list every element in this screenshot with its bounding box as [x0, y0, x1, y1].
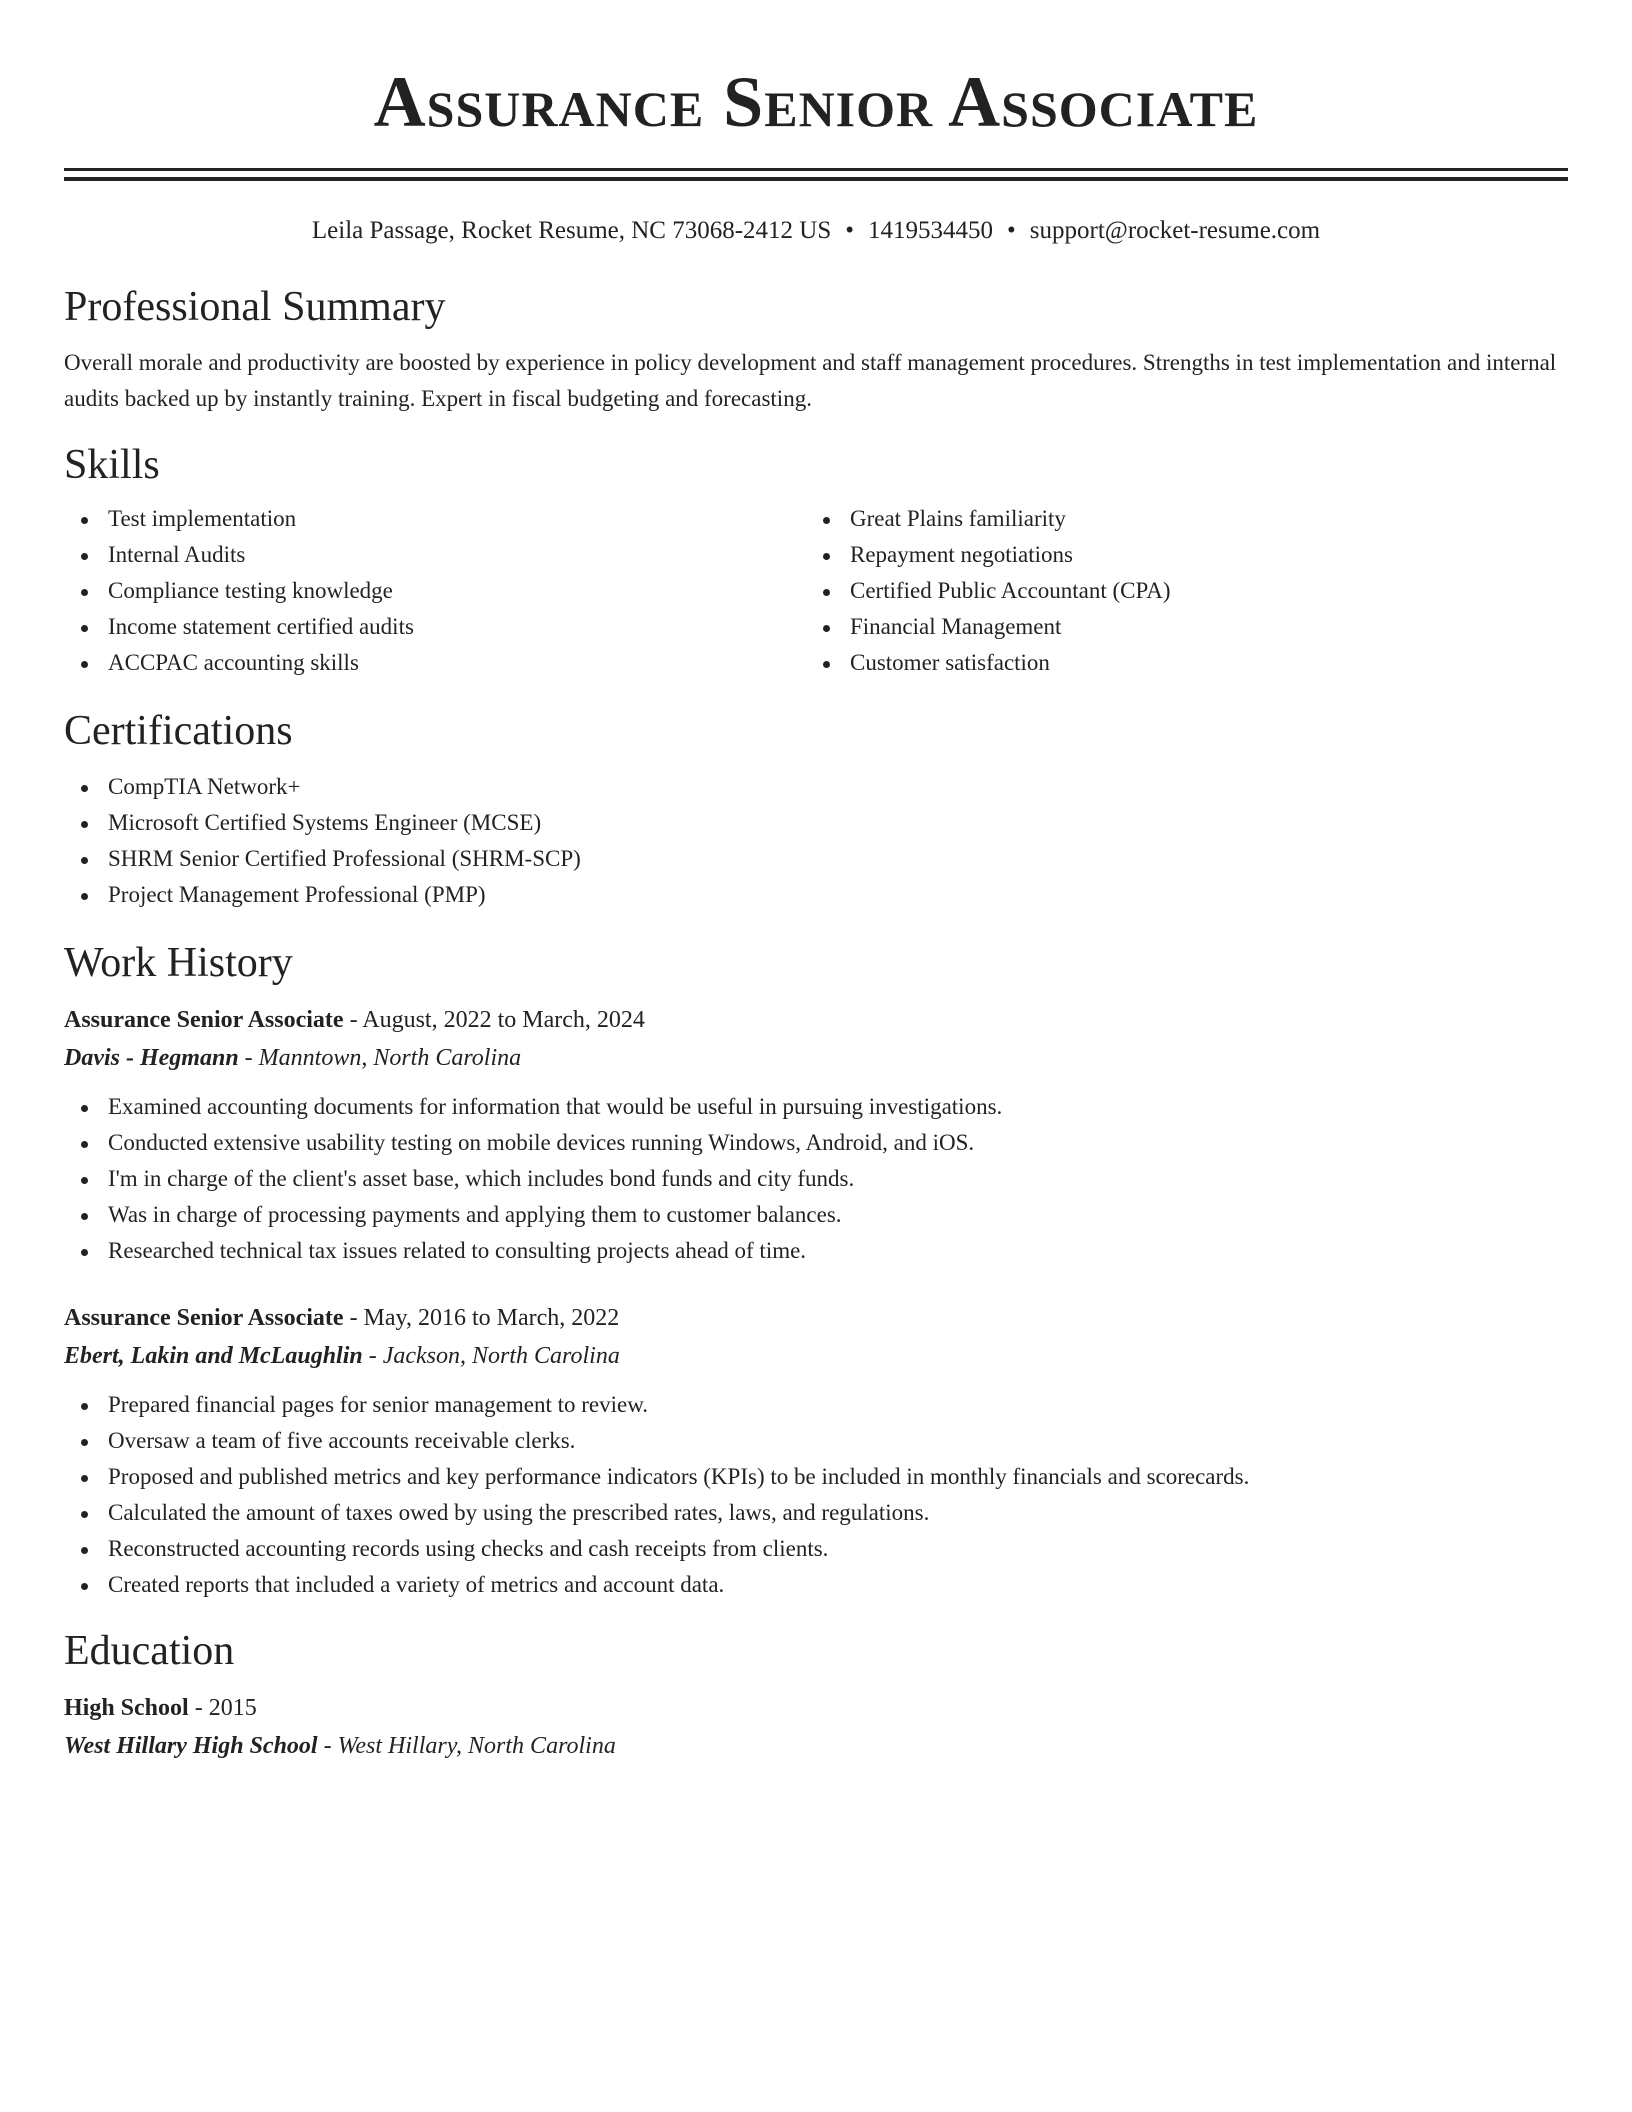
job-title: Assurance Senior Associate	[64, 1305, 344, 1331]
education-school: West Hillary High School	[64, 1733, 318, 1759]
job-company-line	[64, 1337, 1568, 1375]
job-duty: Reconstructed accounting records using checks and cash receipts from clients.	[64, 1531, 1568, 1567]
skills-section	[64, 439, 1568, 681]
contact-line	[64, 215, 1568, 247]
job-title: Assurance Senior Associate	[64, 1007, 344, 1033]
certifications-heading: Certifications	[64, 708, 293, 754]
contact-separator: •	[845, 217, 855, 244]
job-duty: Was in charge of processing payments and applying them to customer balances.	[64, 1197, 1568, 1233]
job-title-line	[64, 1299, 1568, 1337]
education-section	[64, 1625, 1568, 1765]
education-location: - West Hillary, North Carolina	[317, 1733, 616, 1759]
certifications-list	[64, 769, 1568, 913]
work-history-heading: Work History	[64, 940, 293, 986]
work-history-section	[64, 937, 1568, 1603]
skill-item: Repayment negotiations	[806, 537, 1548, 573]
education-entry	[64, 1689, 1568, 1765]
education-year: - 2015	[188, 1695, 257, 1721]
job-duty: Proposed and published metrics and key performance indicators (KPIs) to be included in monthly financials and scorecards.	[64, 1459, 1568, 1495]
contact-phone: 1419534450	[868, 217, 994, 244]
skill-item: Income statement certified audits	[64, 609, 806, 645]
job-duty: I'm in charge of the client's asset base, which includes bond funds and city funds.	[64, 1161, 1568, 1197]
job-company: Davis - Hegmann	[64, 1045, 239, 1071]
job-duty: Calculated the amount of taxes owed by using the prescribed rates, laws, and regulations.	[64, 1495, 1568, 1531]
contact-separator: •	[1007, 217, 1016, 244]
education-school-line	[64, 1727, 1568, 1765]
education-heading: Education	[64, 1628, 235, 1674]
job-duty: Conducted extensive usability testing on mobile devices running Windows, Android, and iOS.	[64, 1125, 1568, 1161]
summary-section	[64, 281, 1568, 417]
job-duty: Examined accounting documents for information that would be useful in pursuing investigations.	[64, 1089, 1568, 1125]
skill-item: Compliance testing knowledge	[64, 573, 806, 609]
certification-item: CompTIA Network+	[64, 769, 1568, 805]
certifications-section	[64, 705, 1568, 913]
education-degree-line	[64, 1689, 1568, 1727]
job-duty: Researched technical tax issues related to consulting projects ahead of time.	[64, 1233, 1568, 1269]
certification-item: SHRM Senior Certified Professional (SHRM-SCP)	[64, 841, 1568, 877]
education-degree: High School	[64, 1695, 189, 1721]
resume-page	[64, 0, 1568, 1765]
skill-item: Customer satisfaction	[806, 645, 1548, 681]
skill-item: Great Plains familiarity	[806, 501, 1548, 537]
skills-heading: Skills	[64, 442, 160, 488]
job-location: - Jackson, North Carolina	[362, 1343, 620, 1369]
skill-item: Certified Public Accountant (CPA)	[806, 573, 1548, 609]
job-entry	[64, 1299, 1568, 1603]
job-title-line	[64, 1001, 1568, 1039]
job-dates: - May, 2016 to March, 2022	[343, 1305, 620, 1331]
skills-right-column	[806, 501, 1548, 681]
skills-left-column	[64, 501, 806, 681]
skills-grid	[64, 501, 1568, 681]
job-duty: Oversaw a team of five accounts receivable clerks.	[64, 1423, 1568, 1459]
skill-item: Test implementation	[64, 501, 806, 537]
summary-heading: Professional Summary	[64, 284, 446, 330]
job-company: Ebert, Lakin and McLaughlin	[64, 1343, 363, 1369]
job-duty: Created reports that included a variety of metrics and account data.	[64, 1567, 1568, 1603]
job-location: - Manntown, North Carolina	[238, 1045, 522, 1071]
skill-item: ACCPAC accounting skills	[64, 645, 806, 681]
job-company-line	[64, 1039, 1568, 1077]
job-duties-list	[64, 1387, 1568, 1603]
job-duties-list	[64, 1089, 1568, 1269]
skill-item: Internal Audits	[64, 537, 806, 573]
contact-email: support@rocket-resume.com	[1029, 217, 1321, 244]
contact-address: Leila Passage, Rocket Resume, NC 73068-2412 US	[311, 217, 832, 244]
header-divider	[64, 168, 1568, 181]
resume-title: Assurance Senior Associate	[373, 62, 1259, 142]
job-entry	[64, 1001, 1568, 1269]
certification-item: Project Management Professional (PMP)	[64, 877, 1568, 913]
job-dates: - August, 2022 to March, 2024	[343, 1007, 645, 1033]
summary-text: Overall morale and productivity are boosted by experience in policy development and staff management procedures. Strengths in test implementation and internal audits backed up by instantly training. Expert in fiscal budgeting and forecasting.	[64, 350, 1557, 411]
certification-item: Microsoft Certified Systems Engineer (MCSE)	[64, 805, 1568, 841]
skill-item: Financial Management	[806, 609, 1548, 645]
job-duty: Prepared financial pages for senior management to review.	[64, 1387, 1568, 1423]
